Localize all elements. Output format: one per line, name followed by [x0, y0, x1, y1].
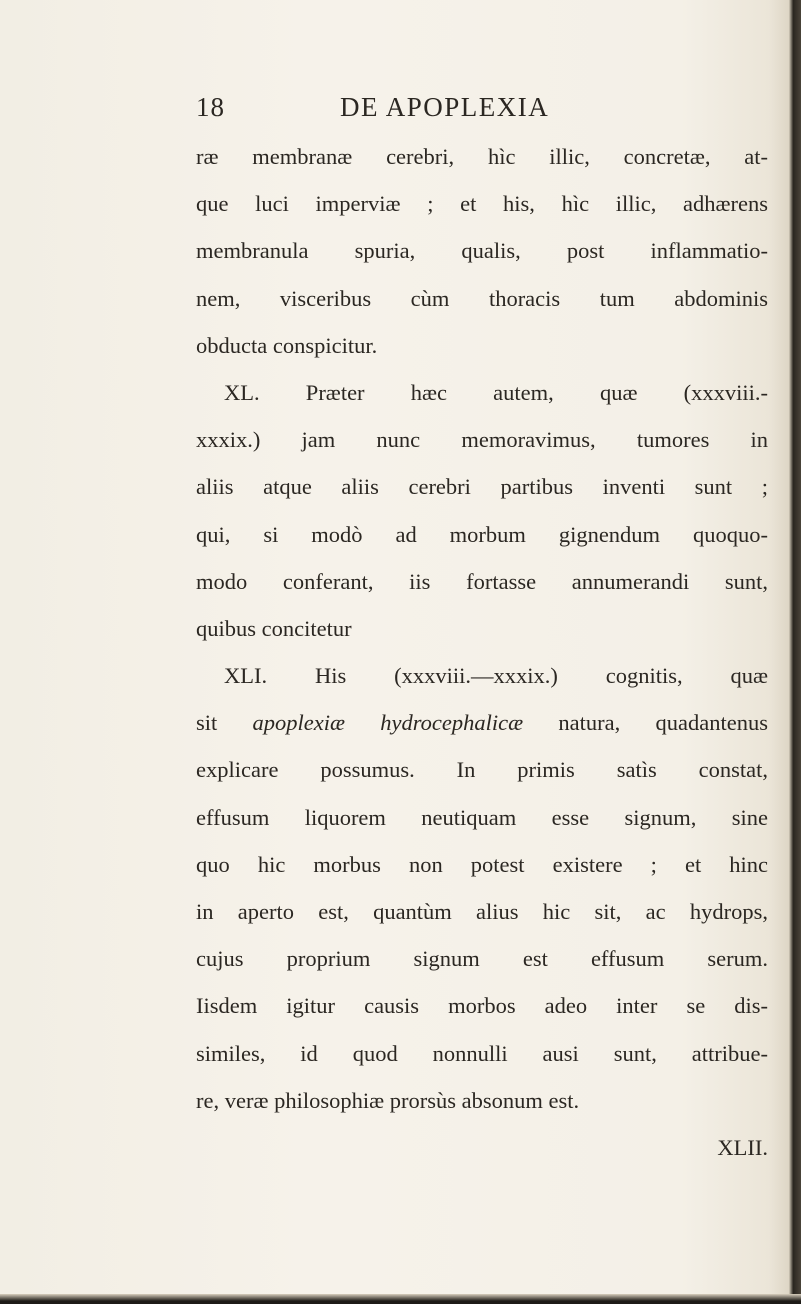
text-line: qui, si modò ad morbum gignendum quoquo-: [196, 521, 768, 547]
page-header: [0, 92, 801, 132]
text-line: Iisdem igitur causis morbos adeo inter se dis-: [196, 993, 768, 1019]
text-line: in aperto est, quantùm alius hic sit, ac hydrops,: [196, 899, 768, 924]
running-title: DE APOPLEXIA: [340, 92, 550, 122]
text-line: effusum liquorem neutiquam esse signum, sine: [196, 804, 768, 830]
text-line: aliis atque aliis cerebri partibus inventi sunt ;: [196, 474, 768, 500]
text-line: cujus proprium signum est effusum serum.: [196, 946, 768, 972]
body-text: [196, 133, 768, 1171]
text-line: quibus concitetur: [196, 615, 352, 641]
text-line: modo conferant, iis fortasse annumerandi sunt,: [196, 568, 768, 594]
section-xl-first-line: XL. Præter hæc autem, quæ (xxxviii.-: [224, 379, 768, 405]
text-line: que luci imperviæ ; et his, hìc illic, adhærens: [196, 191, 768, 217]
text-run: natura, quadantenus: [558, 710, 768, 736]
text-line: re, veræ philosophiæ prorsùs absonum est.: [196, 1087, 580, 1113]
text-line: xxxix.) jam nunc memoravimus, tumores in: [196, 427, 768, 453]
catchword: XLII.: [717, 1134, 768, 1160]
text-line: nem, visceribus cùm thoracis tum abdominis: [196, 285, 768, 311]
italic-term: apoplexiæ hydrocephalicæ: [252, 710, 524, 736]
page-edge-bottom: [0, 1294, 801, 1304]
page-edge-right: [789, 0, 801, 1304]
text-run: sit: [196, 710, 218, 736]
text-line: explicare possumus. In primis satìs constat,: [196, 757, 768, 783]
text-line: obducta conspicitur.: [196, 332, 378, 358]
text-line: quo hic morbus non potest existere ; et hinc: [196, 851, 768, 877]
text-line: membranula spuria, qualis, post inflammatio-: [196, 238, 768, 264]
section-xli-first-line: XLI. His (xxxviii.—xxxix.) cognitis, quæ: [224, 663, 768, 689]
text-line: ræ membranæ cerebri, hìc illic, concretæ, at-: [196, 144, 768, 169]
text-line-with-italic: [196, 699, 768, 746]
page-number: 18: [196, 92, 225, 122]
text-line: similes, id quod nonnulli ausi sunt, attribue-: [196, 1040, 768, 1066]
